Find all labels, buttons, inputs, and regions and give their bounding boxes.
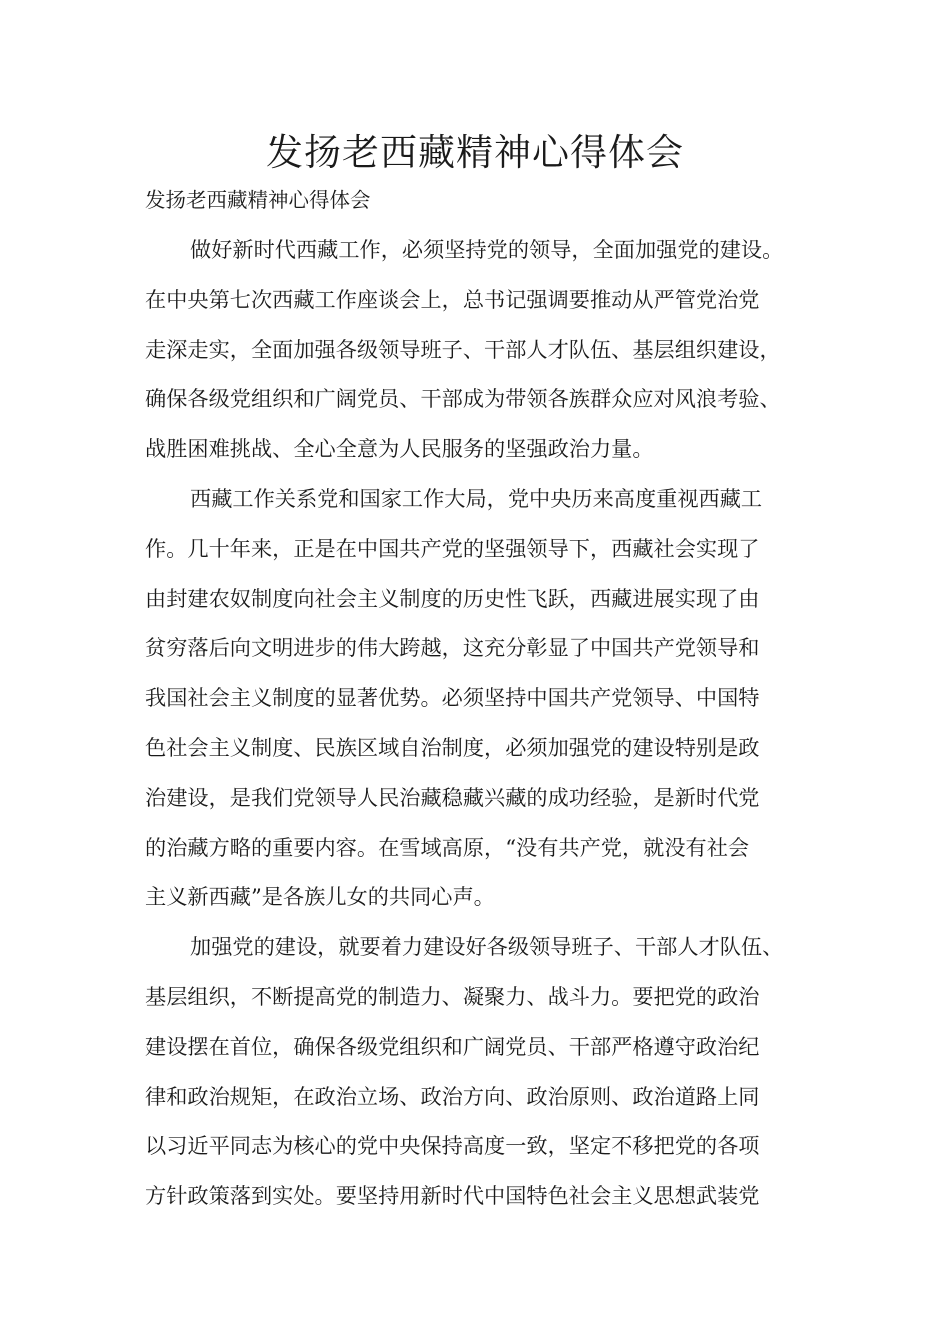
paragraph-line: 西藏工作关系党和国家工作大局，党中央历来高度重视西藏工 bbox=[190, 485, 763, 511]
paragraph-line: 的治藏方略的重要内容。在雪域高原，“没有共产党，就没有社会 bbox=[145, 834, 750, 860]
paragraph-line: 色社会主义制度、民族区域自治制度，必须加强党的建设特别是政 bbox=[145, 734, 760, 760]
paragraph-1 bbox=[145, 233, 825, 482]
paragraph-line: 律和政治规矩，在政治立场、政治方向、政治原则、政治道路上同 bbox=[145, 1083, 760, 1109]
paragraph-line: 战胜困难挑战、全心全意为人民服务的坚强政治力量。 bbox=[145, 436, 654, 462]
document-subtitle: 发扬老西藏精神心得体会 bbox=[145, 188, 371, 212]
paragraph-line: 主义新西藏”是各族儿女的共同心声。 bbox=[145, 884, 495, 910]
paragraph-line: 作。几十年来，正是在中国共产党的坚强领导下，西藏社会实现了 bbox=[145, 535, 760, 561]
document-body bbox=[145, 233, 825, 1229]
document-title: 发扬老西藏精神心得体会 bbox=[266, 131, 684, 174]
paragraph-line: 基层组织，不断提高党的制造力、凝聚力、战斗力。要把党的政治 bbox=[145, 983, 760, 1009]
paragraph-2 bbox=[145, 482, 825, 930]
paragraph-line: 由封建农奴制度向社会主义制度的历史性飞跃，西藏进展实现了由 bbox=[145, 585, 760, 611]
paragraph-3 bbox=[145, 930, 825, 1229]
paragraph-line: 确保各级党组织和广阔党员、干部成为带领各族群众应对风浪考验、 bbox=[145, 386, 781, 412]
paragraph-line: 在中央第七次西藏工作座谈会上，总书记强调要推动从严管党治党 bbox=[145, 286, 760, 312]
paragraph-line: 以习近平同志为核心的党中央保持高度一致，坚定不移把党的各项 bbox=[145, 1133, 760, 1159]
paragraph-line: 治建设，是我们党领导人民治藏稳藏兴藏的成功经验，是新时代党 bbox=[145, 784, 760, 810]
paragraph-line: 我国社会主义制度的显著优势。必须坚持中国共产党领导、中国特 bbox=[145, 685, 760, 711]
paragraph-line: 走深走实，全面加强各级领导班子、干部人才队伍、基层组织建设， bbox=[145, 336, 781, 362]
paragraph-line: 建设摆在首位，确保各级党组织和广阔党员、干部严格遵守政治纪 bbox=[145, 1033, 760, 1059]
paragraph-line: 做好新时代西藏工作，必须坚持党的领导，全面加强党的建设。 bbox=[190, 237, 784, 262]
paragraph-line: 方针政策落到实处。要坚持用新时代中国特色社会主义思想武装党 bbox=[145, 1183, 760, 1209]
paragraph-line: 贫穷落后向文明进步的伟大跨越，这充分彰显了中国共产党领导和 bbox=[145, 635, 760, 661]
paragraph-line: 加强党的建设，就要着力建设好各级领导班子、干部人才队伍、 bbox=[190, 934, 784, 960]
